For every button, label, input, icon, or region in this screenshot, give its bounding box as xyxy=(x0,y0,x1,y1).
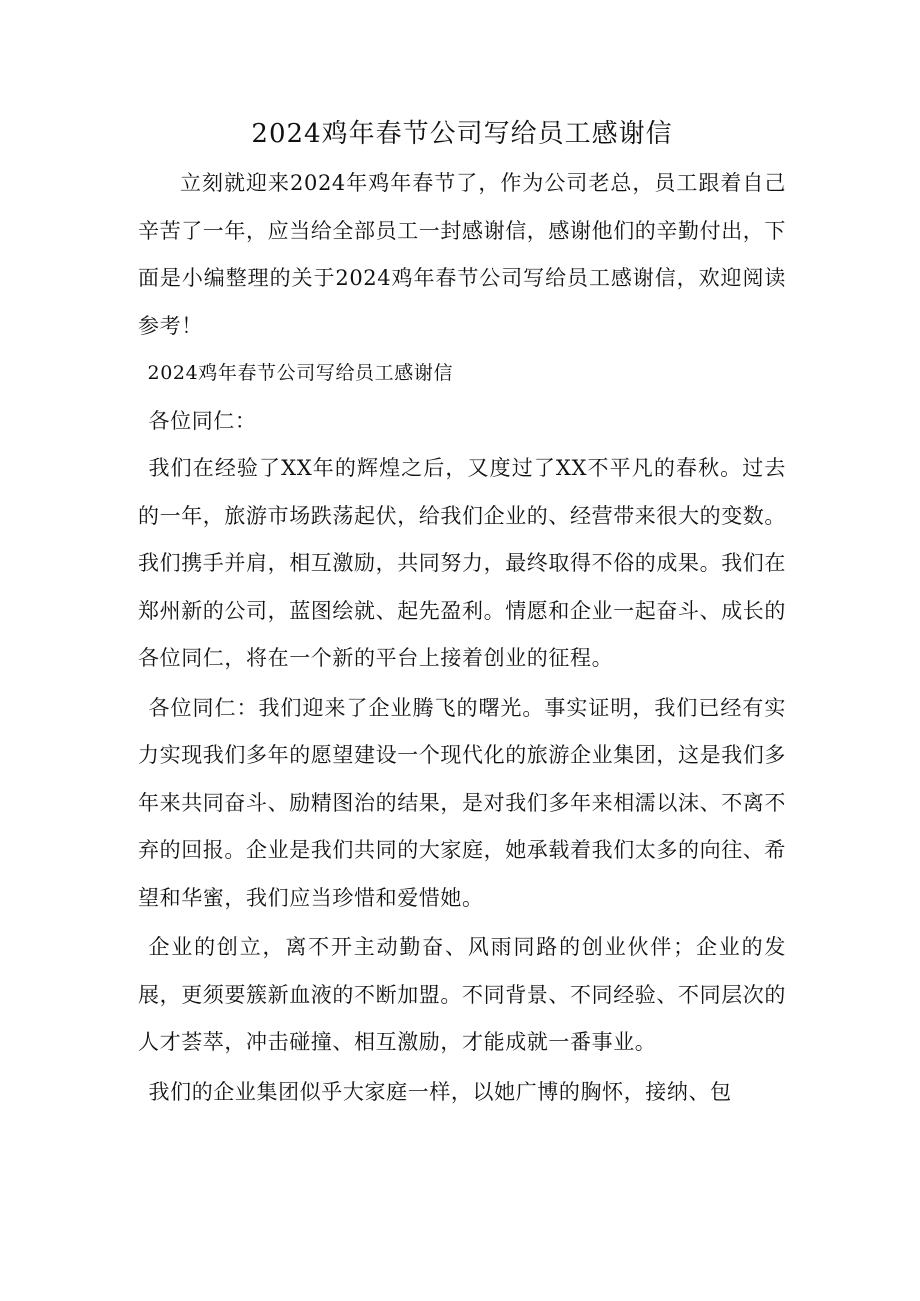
salutation: 各位同仁： xyxy=(148,408,257,433)
body-paragraph-2: 各位同仁：我们迎来了企业腾飞的曙光。事实证明，我们已经有实力实现我们多年的愿望建设一个现代化的旅游企业集团，这是我们多年来共同奋斗、励精图治的结果，是对我们多年来相濡以沫、不离不弃的回报。企业是我们共同的大家庭，她承载着我们太多的向往、希望和华蜜，我们应当珍惜和爱惜她。 xyxy=(138,695,786,910)
letter-heading: 2024鸡年春节公司写给员工感谢信 xyxy=(147,362,454,384)
body-paragraph-4: 我们的企业集团似乎大家庭一样，以她广博的胸怀，接纳、包 xyxy=(148,1079,732,1104)
intro-paragraph: 立刻就迎来2024年鸡年春节了，作为公司老总，员工跟着自己辛苦了一年，应当给全部员工一封感谢信，感谢他们的辛勤付出，下面是小编整理的关于2024鸡年春节公司写给员工感谢信，欢迎阅读参考！ xyxy=(138,171,786,338)
document-page xyxy=(138,112,786,1116)
body-paragraph-3: 企业的创立，离不开主动勤奋、风雨同路的创业伙伴；企业的发展，更须要簇新血液的不断加盟。不同背景、不同经验、不同层次的人才荟萃，冲击碰撞、相互激励，才能成就一番事业。 xyxy=(138,935,786,1054)
body-paragraph-1: 我们在经验了XX年的辉煌之后，又度过了XX不平凡的春秋。过去的一年，旅游市场跌荡起伏，给我们企业的、经营带来很大的变数。我们携手并肩，相互激励，共同努力，最终取得不俗的成果。我们在郑州新的公司，蓝图绘就、起先盈利。情愿和企业一起奋斗、成长的各位同仁，将在一个新的平台上接着创业的征程。 xyxy=(138,456,786,670)
document-title: 2024鸡年春节公司写给员工感谢信 xyxy=(251,119,673,149)
